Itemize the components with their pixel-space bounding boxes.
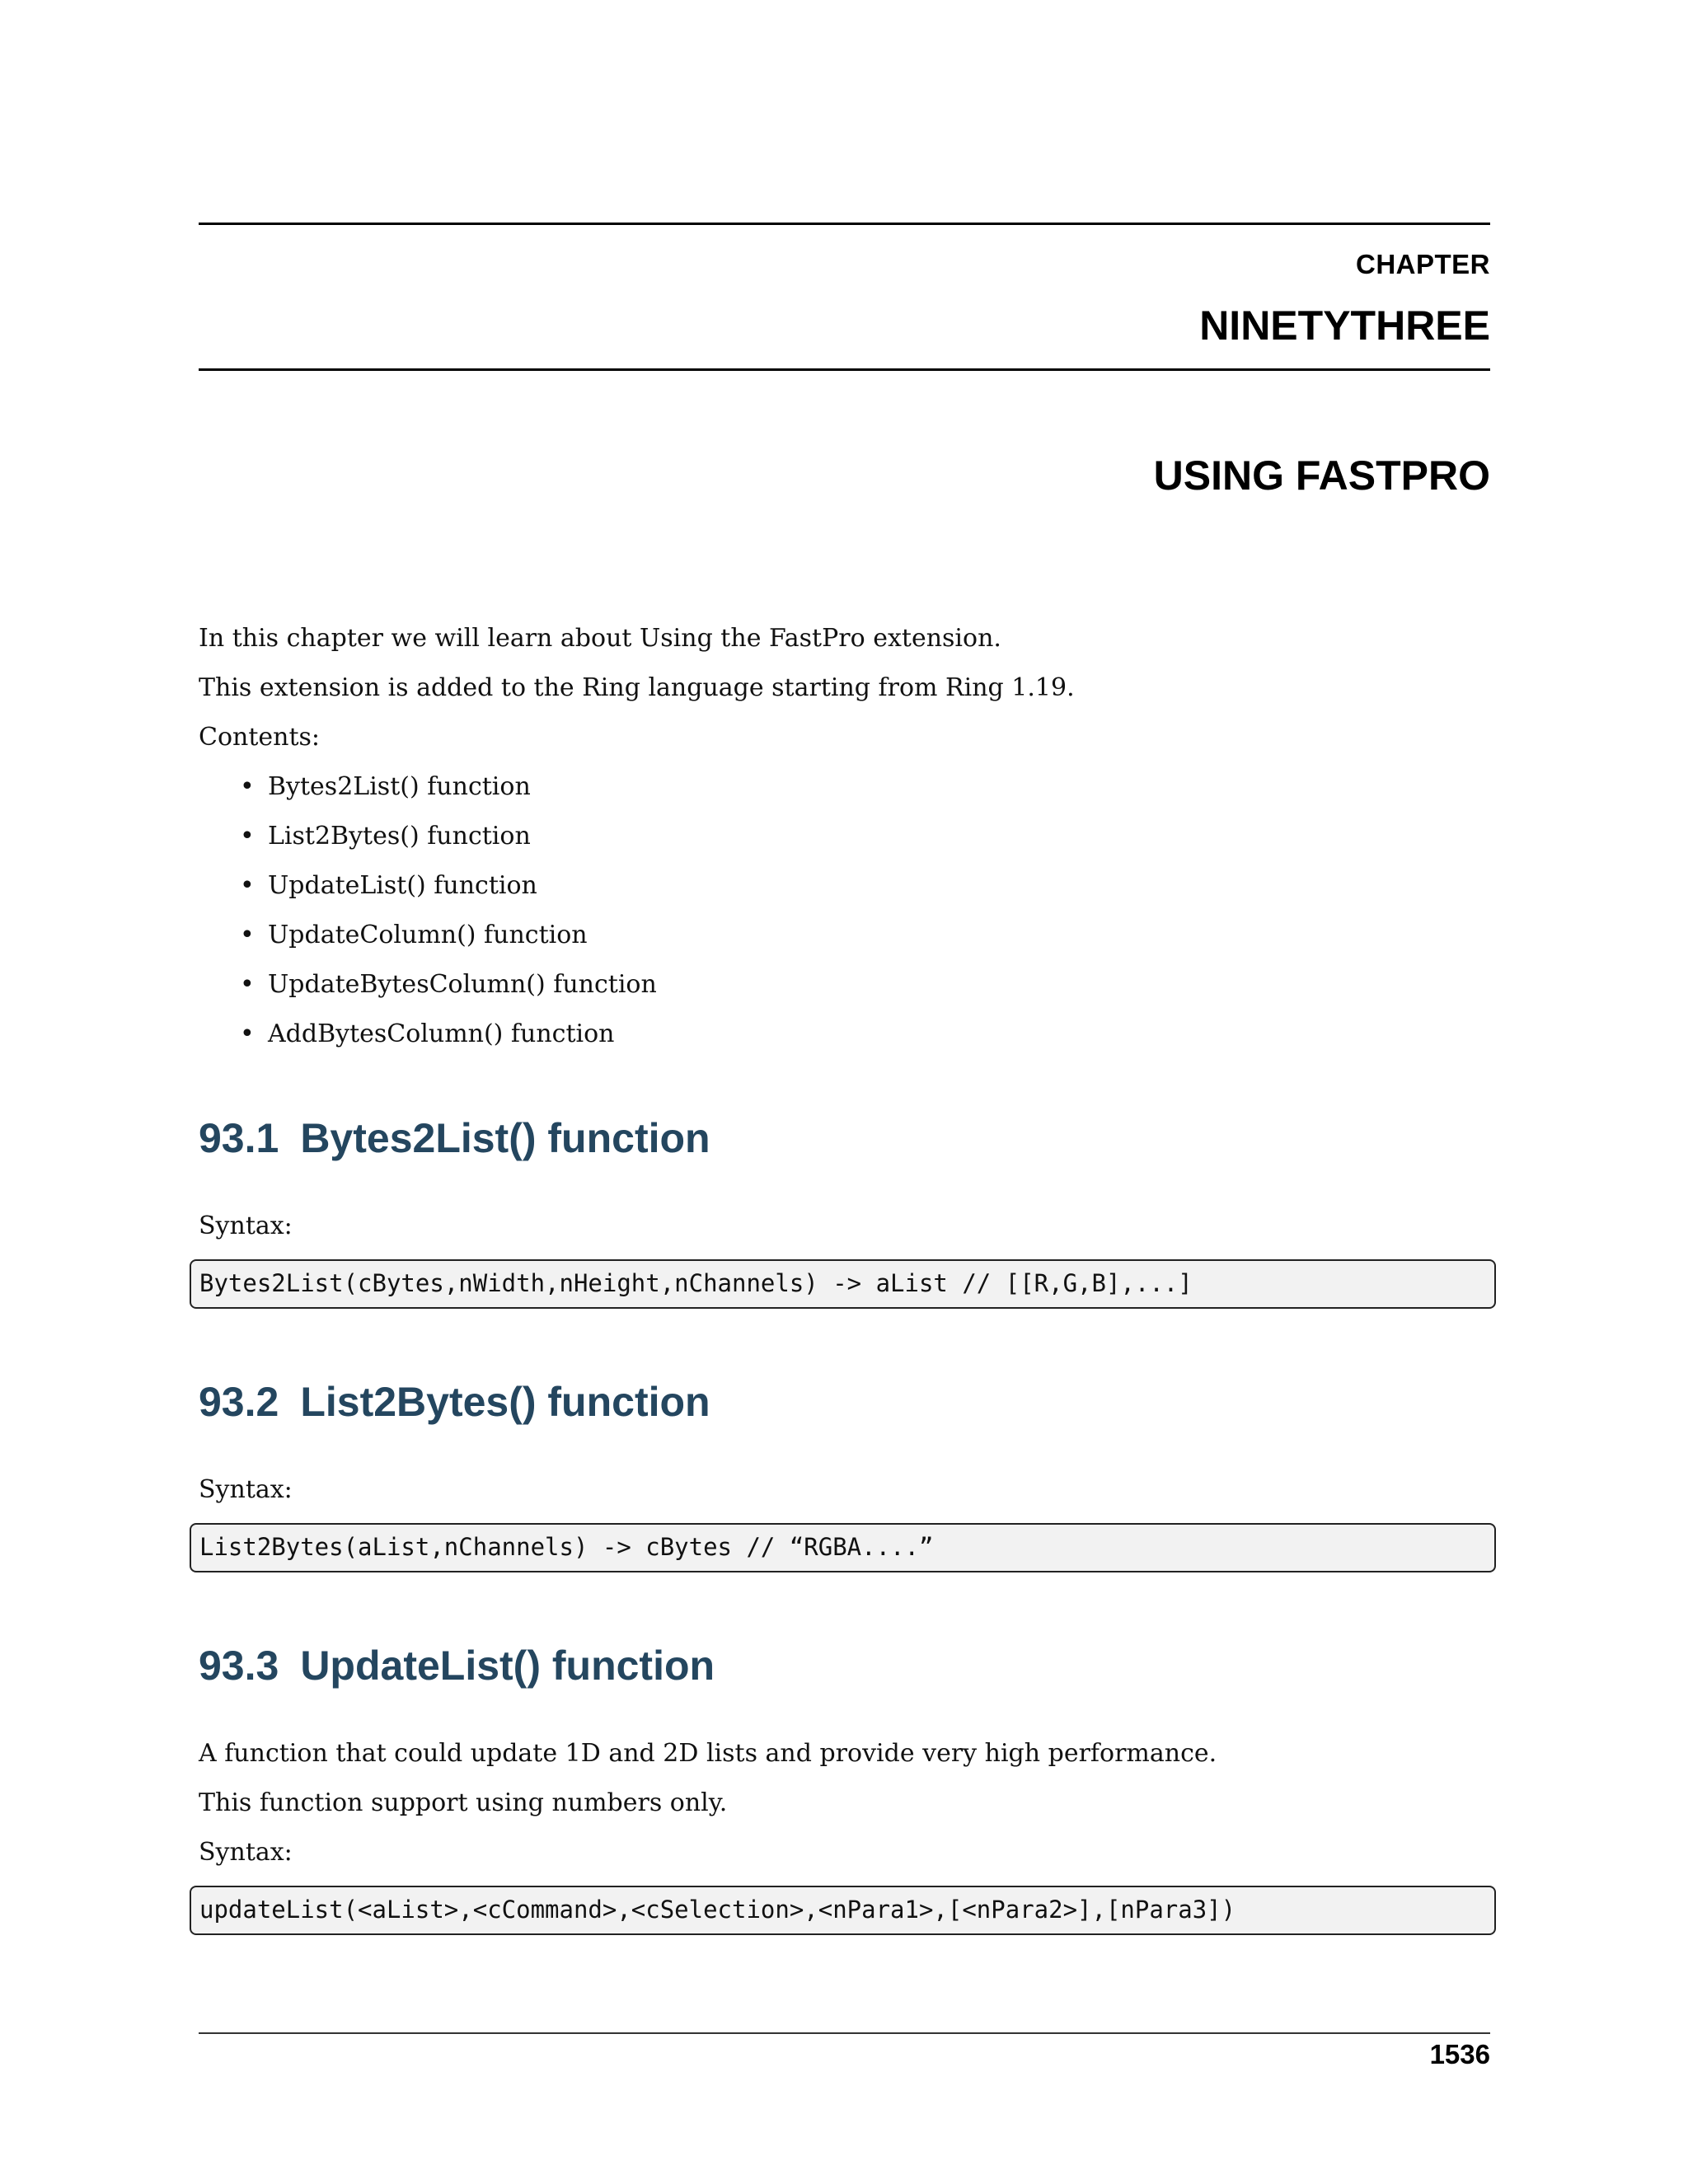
syntax-label: Syntax: xyxy=(199,1475,293,1504)
chapter-label: CHAPTER xyxy=(1355,249,1490,279)
code-text: Bytes2List(cBytes,nWidth,nHeight,nChannels) -> aList // [[R,G,B],...] xyxy=(199,1269,1193,1297)
contents-item-updatebytescolumn[interactable] xyxy=(240,970,657,999)
contents-label: Contents: xyxy=(199,723,321,752)
chapter-number: NINETYTHREE xyxy=(1199,302,1490,349)
intro-paragraph-2: This extension is added to the Ring language starting from Ring 1.19. xyxy=(199,673,1075,702)
contents-item-bytes2list[interactable] xyxy=(240,772,531,801)
section-description-2: This function support using numbers only. xyxy=(199,1788,728,1817)
section-heading-93-2 xyxy=(199,1378,710,1426)
contents-item-label: UpdateList() function xyxy=(268,871,537,900)
footer-rule xyxy=(199,2032,1490,2034)
section-number: 93.1 xyxy=(199,1115,279,1161)
bullet-icon: • xyxy=(240,970,255,999)
contents-item-list2bytes[interactable] xyxy=(240,822,531,851)
page-number: 1536 xyxy=(1429,2039,1490,2069)
contents-item-label: UpdateBytesColumn() function xyxy=(268,970,657,999)
bullet-icon: • xyxy=(240,921,255,949)
contents-item-label: Bytes2List() function xyxy=(268,772,531,801)
chapter-top-rule xyxy=(199,223,1490,225)
contents-item-addbytescolumn[interactable] xyxy=(240,1019,615,1048)
section-heading-93-1 xyxy=(199,1114,710,1162)
contents-item-updatelist[interactable] xyxy=(240,871,537,900)
code-text: List2Bytes(aList,nChannels) -> cBytes // “RGBA....” xyxy=(199,1533,934,1561)
chapter-title: USING FASTPRO xyxy=(1153,452,1490,499)
code-block-bytes2list xyxy=(190,1259,1496,1309)
bullet-icon: • xyxy=(240,1019,255,1048)
bullet-icon: • xyxy=(240,871,255,900)
bullet-icon: • xyxy=(240,772,255,801)
section-title: List2Bytes() function xyxy=(300,1379,710,1425)
section-heading-93-3 xyxy=(199,1642,715,1690)
contents-item-label: AddBytesColumn() function xyxy=(268,1019,615,1048)
section-number: 93.3 xyxy=(199,1643,279,1689)
section-title: Bytes2List() function xyxy=(300,1115,710,1161)
contents-item-label: List2Bytes() function xyxy=(268,822,531,851)
code-text: updateList(<aList>,<cCommand>,<cSelection>,<nPara1>,[<nPara2>],[nPara3]) xyxy=(199,1896,1236,1924)
contents-item-label: UpdateColumn() function xyxy=(268,921,588,949)
bullet-icon: • xyxy=(240,822,255,851)
section-title: UpdateList() function xyxy=(300,1643,715,1689)
section-number: 93.2 xyxy=(199,1379,279,1425)
code-block-updatelist xyxy=(190,1886,1496,1935)
contents-item-updatecolumn[interactable] xyxy=(240,921,588,949)
syntax-label: Syntax: xyxy=(199,1838,293,1867)
section-description-1: A function that could update 1D and 2D lists and provide very high performance. xyxy=(199,1739,1217,1768)
code-block-list2bytes xyxy=(190,1523,1496,1572)
intro-paragraph-1: In this chapter we will learn about Using the FastPro extension. xyxy=(199,624,1001,653)
syntax-label: Syntax: xyxy=(199,1212,293,1240)
chapter-bottom-rule xyxy=(199,368,1490,371)
